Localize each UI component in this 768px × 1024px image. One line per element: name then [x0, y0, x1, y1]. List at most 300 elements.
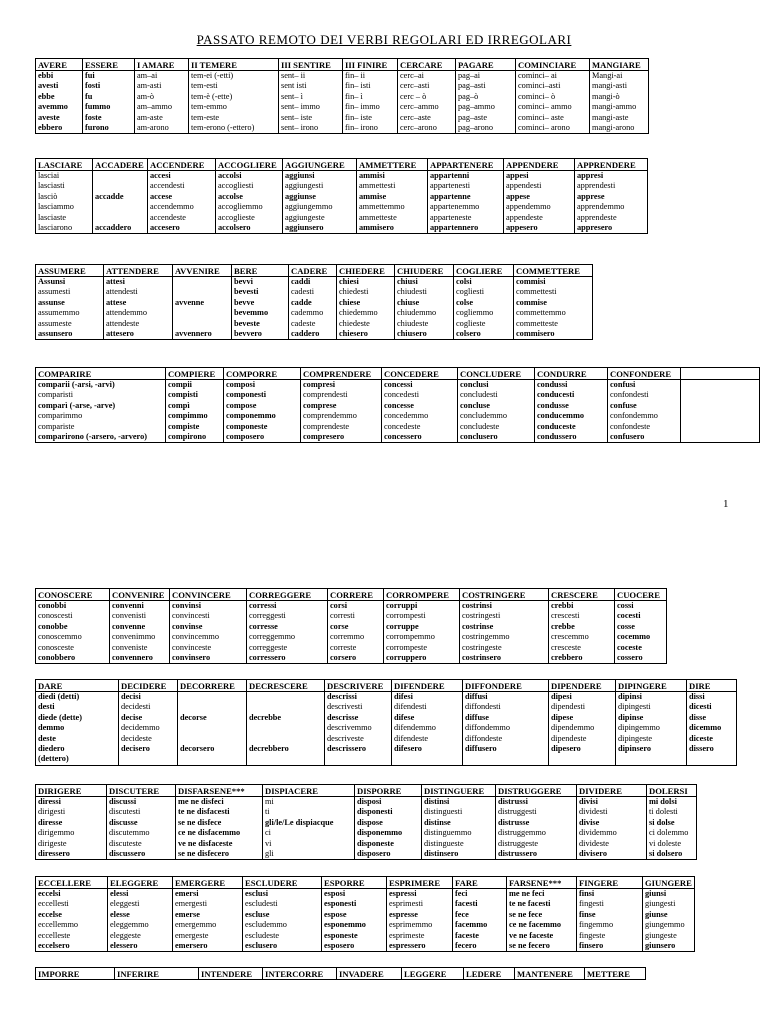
- conjugation-form: giungemmo: [645, 920, 685, 930]
- conjugation-form: accendemmo: [150, 202, 194, 212]
- verb-header: AMMETTERE: [357, 159, 428, 171]
- verb-header: CADERE: [289, 265, 337, 277]
- conjugation-form: cerc–arono: [400, 122, 437, 132]
- conjugation-form: dicesti: [689, 702, 712, 712]
- conjugation-form: discusse: [109, 817, 138, 827]
- conjugation-form: gli/le/Le dispiacque: [265, 817, 334, 827]
- conjugation-form: [95, 181, 145, 191]
- conjugation-form: colsero: [456, 328, 481, 338]
- conjugation-form: sent– ii: [281, 71, 306, 80]
- conjugation-form: costrinsero: [462, 652, 502, 662]
- conjugation-form: costrinse: [462, 621, 494, 631]
- conjugation-form: ve ne disfaceste: [178, 838, 233, 848]
- conjugation-form: disponeste: [357, 838, 394, 848]
- conjugation-form: elesse: [110, 909, 130, 919]
- conjugation-cell: [549, 692, 616, 766]
- conjugation-form: appartenemmo: [430, 202, 480, 212]
- conjugation-form: am-aste: [137, 112, 163, 122]
- conjugation-form: cosse: [617, 621, 635, 631]
- conjugation-form: chiudemmo: [397, 308, 437, 318]
- conjugation-form: componesti: [226, 390, 267, 400]
- verb-header: IMPORRE: [36, 968, 115, 980]
- conjugation-form: esclusero: [245, 940, 278, 950]
- verb-header: DESCRIVERE: [325, 680, 392, 692]
- conjugation-form: bevvero: [234, 328, 262, 338]
- conjugation-form: [121, 754, 175, 764]
- conjugation-form: difesi: [394, 692, 413, 701]
- verb-header: CONFONDERE: [608, 368, 681, 380]
- conjugation-form: dipesero: [551, 743, 581, 753]
- conjugation-form: componeste: [226, 421, 268, 431]
- conjugation-form: mangi-asti: [592, 81, 628, 91]
- conjugation-form: se ne fece: [509, 909, 543, 919]
- conjugation-cell: [514, 277, 593, 340]
- conjugation-form: cademmo: [291, 308, 324, 318]
- verb-header: DIRE: [687, 680, 737, 692]
- verb-header: DIPENDERE: [549, 680, 616, 692]
- conjugation-form: comparisti: [38, 390, 74, 400]
- conjugation-form: dipinsero: [618, 743, 652, 753]
- verb-header: AVERE: [36, 59, 83, 71]
- conjugation-form: [327, 754, 389, 764]
- conjugation-form: diffondeste: [465, 733, 503, 743]
- conjugation-form: [683, 390, 757, 400]
- conjugation-form: emergeste: [175, 930, 209, 940]
- conjugation-form: bevemmo: [234, 308, 269, 318]
- conjugation-form: sent– iste: [281, 112, 313, 122]
- conjugation-form: commettesti: [516, 287, 557, 297]
- conjugation-cell: [301, 380, 382, 443]
- conjugation-form: corruppero: [386, 652, 427, 662]
- conjugation-form: corsi: [330, 601, 348, 610]
- conjugation-form: eleggemmo: [110, 920, 149, 930]
- conjugation-form: distrusse: [498, 817, 530, 827]
- verb-header: DOLERSI: [647, 785, 697, 797]
- verb-header: DECIDERE: [119, 680, 178, 692]
- conjugation-form: diceste: [689, 733, 713, 743]
- conjugation-form: disposi: [357, 797, 382, 806]
- conjugation-form: decise: [121, 712, 143, 722]
- verb-header: DARE: [36, 680, 119, 692]
- conjugation-form: [180, 754, 244, 764]
- conjugation-form: eleggeste: [110, 930, 141, 940]
- conjugation-cell: [615, 601, 667, 664]
- conjugation-form: pag–aste: [458, 112, 488, 122]
- conjugation-form: pag–asti: [458, 81, 486, 91]
- conjugation-form: colsi: [456, 277, 472, 286]
- verb-header: III SENTIRE: [279, 59, 343, 71]
- verb-header: AVVENIRE: [173, 265, 232, 277]
- conjugation-form: correggeste: [249, 642, 288, 652]
- conjugation-form: ammise: [359, 191, 387, 201]
- conjugation-form: distruggeste: [498, 838, 539, 848]
- verb-header: DECORRERE: [178, 680, 247, 692]
- conjugation-form: attese: [106, 297, 127, 307]
- conjugation-form: cominci– ò: [518, 91, 556, 101]
- conjugation-form: dirigeste: [38, 838, 67, 848]
- conjugation-form: decideste: [121, 733, 152, 743]
- conjugation-form: diffusi: [465, 692, 488, 701]
- conjugation-form: sent– immo: [281, 102, 320, 112]
- conjugation-form: eccelse: [38, 909, 62, 919]
- conjugation-cell: [283, 171, 357, 234]
- conjugation-form: corremmo: [330, 632, 365, 642]
- conjugation-form: conclusi: [460, 380, 489, 389]
- conjugation-form: commetteste: [516, 318, 558, 328]
- verb-header: III FINIRE: [343, 59, 398, 71]
- verb-header: LEGGERE: [402, 968, 464, 980]
- conjugation-form: accolsero: [218, 222, 251, 232]
- conjugation-form: gli: [265, 848, 274, 858]
- conjugation-form: commise: [516, 297, 547, 307]
- conjugation-form: ammettesti: [359, 181, 396, 191]
- conjugation-form: diede (dette): [38, 712, 83, 722]
- conjugation-cell: [384, 601, 460, 664]
- conjugation-form: aggiungesti: [285, 181, 324, 191]
- conjugation-form: lasciò: [38, 191, 58, 201]
- conjugation-form: escluse: [245, 909, 270, 919]
- conjugation-form: assumeste: [38, 318, 72, 328]
- conjugation-form: attendeste: [106, 318, 140, 328]
- conjugation-form: appesero: [506, 222, 538, 232]
- conjugation-form: [249, 754, 322, 764]
- conjugation-form: confondemmo: [610, 411, 658, 421]
- conjugation-form: avesti: [38, 81, 59, 91]
- conjugation-form: conduceste: [537, 421, 576, 431]
- conjugation-form: assumesti: [38, 287, 71, 297]
- conjugation-form: te ne disfacesti: [178, 807, 230, 817]
- conjugation-form: apparteneste: [430, 212, 472, 222]
- conjugation-form: discussi: [109, 797, 137, 806]
- conjugation-form: ti dolesti: [649, 807, 678, 817]
- verb-header: COMPIERE: [166, 368, 224, 380]
- conjugation-form: avvennero: [175, 328, 212, 338]
- conjugation-form: cerc–asti: [400, 81, 430, 91]
- conjugation-cell: [36, 889, 108, 952]
- conjugation-form: [175, 287, 229, 297]
- verb-header: CONCLUDERE: [458, 368, 535, 380]
- conjugation-form: accogliesti: [218, 181, 254, 191]
- conjugation-form: divisi: [579, 797, 598, 806]
- conjugation-form: corressero: [249, 652, 286, 662]
- conjugation-form: espresse: [389, 909, 418, 919]
- conjugation-form: aggiungemmo: [285, 202, 333, 212]
- conjugation-form: disse: [689, 712, 707, 722]
- conjugation-form: distingueste: [424, 838, 464, 848]
- conjugation-form: pag–ò: [458, 91, 479, 101]
- conjugation-form: concludemmo: [460, 411, 508, 421]
- conjugation-form: lasciasti: [38, 181, 65, 191]
- conjugation-form: divise: [579, 817, 600, 827]
- conjugation-form: apprendesti: [577, 181, 616, 191]
- conjugation-form: fin– ì: [345, 91, 363, 101]
- conjugation-form: distruggemmo: [498, 828, 546, 838]
- conjugation-form: fosti: [85, 81, 101, 91]
- verb-header: CRESCERE: [549, 589, 615, 601]
- conjugation-form: corrompesti: [386, 611, 426, 621]
- verb-header: COSTRINGERE: [460, 589, 549, 601]
- conjugation-form: fin– immo: [345, 102, 380, 112]
- conjugation-form: concesse: [384, 400, 414, 410]
- verb-table: [35, 967, 646, 980]
- conjugation-form: cossero: [617, 652, 643, 662]
- conjugation-cell: [507, 889, 577, 952]
- verb-header: ECCELLERE: [36, 877, 108, 889]
- conjugation-form: fu: [85, 91, 93, 101]
- conjugation-cell: [148, 171, 216, 234]
- conjugation-form: divisero: [579, 848, 607, 858]
- conjugation-form: me ne disfeci: [178, 797, 224, 806]
- conjugation-form: esponeste: [324, 930, 358, 940]
- conjugation-cell: [577, 889, 643, 952]
- conjugation-form: dipingeste: [618, 733, 653, 743]
- conjugation-form: esclusi: [245, 889, 269, 898]
- conjugation-form: divideste: [579, 838, 609, 848]
- conjugation-form: [689, 754, 734, 764]
- conjugation-form: concluse: [460, 400, 490, 410]
- verb-header: ESPORRE: [322, 877, 387, 889]
- conjugation-cell: [496, 797, 577, 860]
- conjugation-form: cominci– aste: [518, 112, 564, 122]
- conjugation-form: compirono: [168, 431, 207, 441]
- conjugation-form: condussero: [537, 431, 577, 441]
- conjugation-form: bevvi: [234, 277, 253, 286]
- conjugation-cell: [289, 277, 337, 340]
- conjugation-form: diresse: [38, 817, 63, 827]
- conjugation-form: lasciarono: [38, 222, 73, 232]
- conjugation-form: eccelleste: [38, 930, 71, 940]
- verb-header: DISTRUGGERE: [496, 785, 577, 797]
- conjugation-form: fin– iste: [345, 112, 372, 122]
- conjugation-form: compimmo: [168, 411, 208, 421]
- conjugation-cell: [135, 71, 189, 134]
- conjugation-form: pag–ammo: [458, 102, 495, 112]
- conjugation-cell: [36, 601, 110, 664]
- conjugation-form: am-arono: [137, 122, 169, 132]
- conjugation-form: concludeste: [460, 421, 500, 431]
- verb-header: CORRERE: [328, 589, 384, 601]
- conjugation-form: apprese: [577, 191, 605, 201]
- conjugation-form: emerse: [175, 909, 200, 919]
- conjugation-cell: [337, 277, 395, 340]
- conjugation-cell: [170, 601, 247, 664]
- conjugation-form: cogliesti: [456, 287, 485, 297]
- conjugation-form: giunsero: [645, 940, 676, 950]
- conjugation-form: [394, 754, 460, 764]
- conjugation-form: dipinsi: [618, 692, 642, 701]
- conjugation-form: distrussi: [498, 797, 528, 806]
- conjugation-form: tem-esti: [191, 81, 218, 91]
- verb-header: ASSUMERE: [36, 265, 104, 277]
- conjugation-form: mi: [265, 797, 274, 806]
- conjugation-form: finsero: [579, 940, 604, 950]
- verb-header: LASCIARE: [36, 159, 93, 171]
- conjugation-form: fingeste: [579, 930, 606, 940]
- conjugation-form: convinceste: [172, 642, 212, 652]
- conjugation-form: esposero: [324, 940, 355, 950]
- conjugation-form: [175, 319, 229, 329]
- conjugation-form: ci: [265, 828, 271, 838]
- conjugation-form: pag–ai: [458, 71, 481, 80]
- conjugation-cell: [355, 797, 422, 860]
- conjugation-form: caddero: [291, 328, 320, 338]
- conjugation-form: Assunsi: [38, 277, 66, 286]
- conjugation-form: accesero: [150, 222, 180, 232]
- conjugation-form: facesti: [455, 899, 478, 909]
- conjugation-form: [180, 723, 244, 733]
- conjugation-cell: [463, 692, 549, 766]
- conjugation-cell: [681, 380, 760, 443]
- conjugation-form: espressi: [389, 889, 417, 898]
- conjugation-cell: [516, 71, 590, 134]
- conjugation-form: convenimmo: [112, 632, 156, 642]
- conjugation-form: ce ne disfacemmo: [178, 828, 241, 838]
- conjugation-form: conoscesti: [38, 611, 73, 621]
- conjugation-form: diffusero: [465, 743, 497, 753]
- conjugation-form: [551, 754, 613, 764]
- verb-header: MANTENERE: [515, 968, 585, 980]
- conjugation-form: costringeste: [462, 642, 502, 652]
- verb-header: DECRESCERE: [247, 680, 325, 692]
- conjugation-cell: [504, 171, 575, 234]
- conjugation-form: disponemmo: [357, 828, 403, 838]
- conjugation-form: emersero: [175, 940, 208, 950]
- conjugation-form: accolsi: [218, 171, 242, 180]
- conjugation-form: conobbero: [38, 652, 76, 662]
- verb-header: ATTENDERE: [104, 265, 173, 277]
- conjugation-form: compiste: [168, 421, 200, 431]
- conjugation-form: elessi: [110, 889, 129, 898]
- conjugation-form: emergemmo: [175, 920, 217, 930]
- conjugation-form: concedesti: [384, 390, 420, 400]
- conjugation-form: costrinsi: [462, 601, 492, 610]
- conjugation-form: ebbe: [38, 91, 55, 101]
- conjugation-form: diffondesti: [465, 702, 501, 712]
- conjugation-form: fin– isti: [345, 81, 371, 91]
- conjugation-form: cerc–ai: [400, 71, 424, 80]
- conjugation-cell: [93, 171, 148, 234]
- verb-header: CORREGGERE: [247, 589, 328, 601]
- conjugation-form: beveste: [234, 318, 260, 328]
- conjugation-form: discutesti: [109, 807, 141, 817]
- verb-table: [35, 876, 695, 952]
- verb-header: DISPIACERE: [263, 785, 355, 797]
- verb-header: INVADERE: [337, 968, 402, 980]
- conjugation-cell: [382, 380, 458, 443]
- conjugation-form: crescesti: [551, 611, 580, 621]
- conjugation-form: distinsi: [424, 797, 450, 806]
- verb-header: EMERGERE: [173, 877, 243, 889]
- conjugation-form: attendesti: [106, 287, 138, 297]
- conjugation-cell: [176, 797, 263, 860]
- conjugation-form: me ne feci: [509, 889, 545, 898]
- conjugation-form: elessero: [110, 940, 138, 950]
- verb-header: INFERIRE: [115, 968, 199, 980]
- verb-header: BERE: [232, 265, 289, 277]
- verb-header: COMPRENDERE: [301, 368, 382, 380]
- verb-header: AGGIUNGERE: [283, 159, 357, 171]
- verb-header: INTENDERE: [199, 968, 263, 980]
- conjugation-form: giunsi: [645, 889, 667, 898]
- conjugation-form: costringemmo: [462, 632, 510, 642]
- conjugation-form: cocemmo: [617, 632, 651, 642]
- conjugation-form: tem-ei (-etti): [191, 71, 234, 80]
- conjugation-cell: [243, 889, 322, 952]
- conjugation-cell: [83, 71, 135, 134]
- conjugation-form: cerc–aste: [400, 112, 431, 122]
- conjugation-cell: [428, 171, 504, 234]
- verb-header: COMPARIRE: [36, 368, 166, 380]
- conjugation-form: costringesti: [462, 611, 501, 621]
- conjugation-form: chiusero: [397, 328, 427, 338]
- conjugation-form: giungesti: [645, 899, 676, 909]
- conjugation-form: accaddero: [95, 222, 132, 232]
- conjugation-form: decidesti: [121, 702, 151, 712]
- conjugation-form: cocesti: [617, 611, 641, 621]
- conjugation-form: distinguesti: [424, 807, 463, 817]
- conjugation-form: dividemmo: [579, 828, 617, 838]
- conjugation-form: discuteste: [109, 838, 142, 848]
- conjugation-form: corruppe: [386, 621, 419, 631]
- conjugation-form: diressi: [38, 797, 61, 806]
- conjugation-cell: [387, 889, 453, 952]
- conjugation-form: componemmo: [226, 411, 276, 421]
- conjugation-form: cresceste: [551, 642, 581, 652]
- conjugation-cell: [460, 601, 549, 664]
- conjugation-form: concedeste: [384, 421, 421, 431]
- conjugation-form: appendeste: [506, 212, 543, 222]
- conjugation-form: descrisse: [327, 712, 359, 722]
- conjugation-form: ebbi: [38, 71, 54, 80]
- conjugation-cell: [647, 797, 697, 860]
- conjugation-form: escludemmo: [245, 920, 287, 930]
- conjugation-cell: [36, 277, 104, 340]
- conjugation-form: conclusero: [460, 431, 498, 441]
- conjugation-form: dicemmo: [689, 723, 722, 733]
- conjugation-form: am-ò: [137, 91, 155, 101]
- conjugation-form: chiedemmo: [339, 308, 378, 318]
- conjugation-form: caddi: [291, 277, 311, 286]
- conjugation-form: pag–arono: [458, 122, 494, 132]
- conjugation-form: [683, 401, 757, 411]
- conjugation-form: fecero: [455, 940, 477, 950]
- conjugation-form: dissero: [689, 743, 714, 753]
- conjugation-form: (dettero): [38, 754, 69, 764]
- conjugation-form: furono: [85, 122, 109, 132]
- conjugation-cell: [453, 889, 507, 952]
- conjugation-form: corressi: [249, 601, 277, 610]
- conjugation-cell: [422, 797, 496, 860]
- conjugation-form: dipingemmo: [618, 723, 660, 733]
- conjugation-form: appartenni: [430, 171, 470, 180]
- conjugation-form: bevesti: [234, 287, 259, 297]
- conjugation-form: comparii (-arsi, -arvi): [38, 380, 115, 389]
- conjugation-form: [249, 702, 322, 712]
- conjugation-form: corse: [330, 621, 349, 631]
- verb-header: FARSENE***: [507, 877, 577, 889]
- verb-header: II TEMERE: [189, 59, 279, 71]
- conjugation-cell: [247, 601, 328, 664]
- conjugation-cell: [279, 71, 343, 134]
- conjugation-form: convinsero: [172, 652, 211, 662]
- conjugation-cell: [325, 692, 392, 766]
- conjugation-form: ammettemmo: [359, 202, 405, 212]
- conjugation-form: dipingesti: [618, 702, 651, 712]
- verb-header: ACCOGLIERE: [216, 159, 283, 171]
- conjugation-cell: [104, 277, 173, 340]
- conjugation-form: conobbe: [38, 621, 68, 631]
- conjugation-form: diressero: [38, 848, 70, 858]
